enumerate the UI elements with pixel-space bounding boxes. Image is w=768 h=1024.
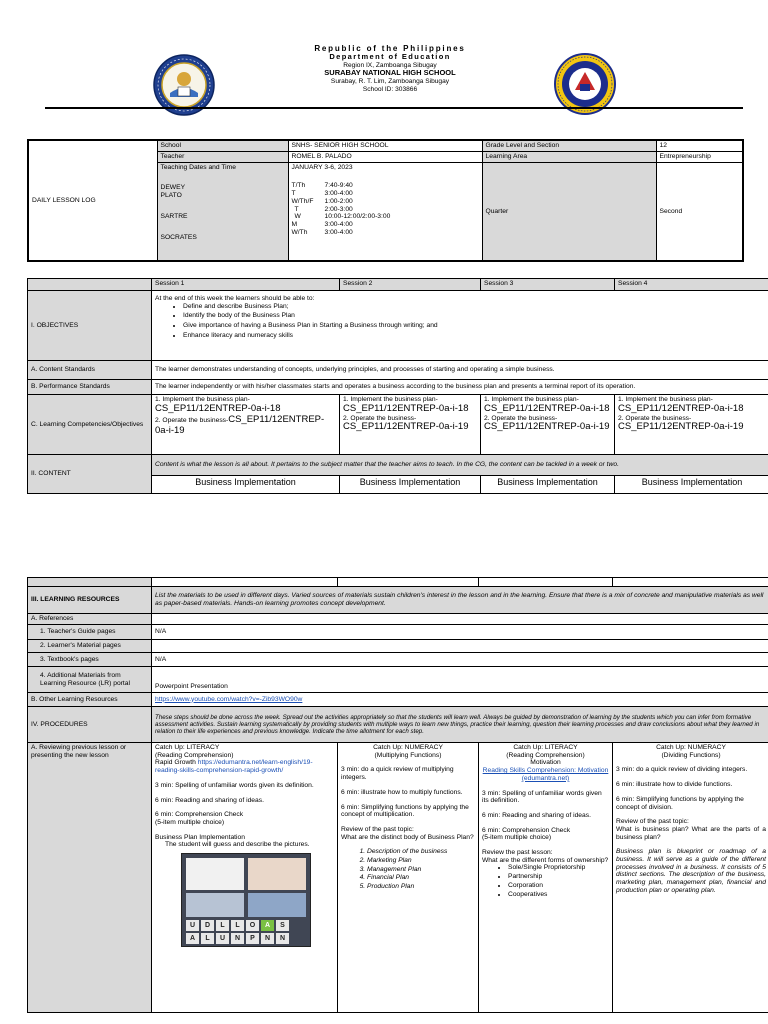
competency-code: CS_EP11/12ENTREP-0a-i-18 — [343, 402, 469, 414]
catchup-title: Catch Up: NUMERACY — [373, 744, 443, 751]
rapid-growth-line — [155, 759, 334, 774]
s4-step: Review of the past topic: — [616, 818, 689, 826]
competency-line: 1. Implement the business plan- — [155, 396, 250, 403]
section-sartre: SARTRE — [160, 212, 188, 220]
school-value: SNHS- SENIOR HIGH SCHOOL — [288, 140, 482, 151]
content-standards-label: A. Content Standards — [28, 361, 152, 380]
s2-step: 6 min: illustrate how to multiply functions. — [341, 788, 463, 796]
motivation-link-wrap — [482, 767, 609, 782]
schedule-day: W/Th — [291, 228, 308, 236]
objectives-cell — [152, 291, 768, 361]
area-value: Entrepreneurship — [656, 151, 743, 162]
tg-value: N/A — [152, 625, 768, 640]
puzzle-letter: L — [216, 920, 229, 931]
puzzle-picture-planning — [248, 893, 306, 917]
additional-materials-label: 4. Additional Materials from Learning Resource (LR) portal — [28, 667, 152, 693]
puzzle-letter: U — [186, 920, 199, 931]
performance-standards-label: B. Performance Standards — [28, 380, 152, 395]
puzzle-letter: P — [246, 933, 259, 944]
s3-step: Review the past lesson: — [482, 849, 553, 857]
ownership-form: • Corporation — [508, 882, 609, 890]
competency-line: 2. Operate the business- — [618, 414, 692, 422]
catchup-sub: (Multiplying Functions) — [374, 751, 442, 759]
procedure-session-2 — [338, 743, 479, 1013]
schedule-row — [292, 213, 479, 221]
s2-step: 6 min: Simplifying functions by applying the concept of multiplication. — [341, 803, 469, 819]
session-3-header: Session 3 — [481, 279, 615, 291]
s4-step: 6 min: illustrate how to divide functions. — [616, 781, 733, 789]
republic-line: Republic of the Philippines — [314, 44, 466, 53]
competency-code: CS_EP11/12ENTREP-0a-i-19 — [484, 421, 610, 433]
dll-title: DAILY LESSON LOG — [28, 140, 157, 261]
catchup-title: Catch Up: LITERACY — [155, 744, 220, 751]
schedule-day: M — [291, 220, 298, 228]
teacher-label: Teacher — [157, 151, 288, 162]
competency-code: CS_EP11/12ENTREP-0a-i-18 — [618, 402, 744, 414]
content-standards-text: The learner demonstrates understanding of concepts, underlying principles, and processes of starting and operating a simple business. — [152, 361, 768, 380]
schedule-row — [292, 182, 479, 190]
lesson-info-table — [27, 139, 744, 262]
objective-item: • Identify the body of the Business Plan — [183, 312, 766, 320]
plan-part: 3. Management Plan — [367, 866, 475, 874]
tb-label: 3. Textbook's pages — [28, 653, 152, 667]
puzzle-letter: L — [201, 933, 214, 944]
schedule-time: 10:00-12:00/2:00-3:00 — [324, 213, 391, 221]
additional-materials-value: Powerpoint Presentation — [152, 667, 768, 693]
objectives-list — [183, 303, 766, 340]
references-label: A. References — [28, 614, 152, 625]
lm-label: 2. Learner's Material pages — [28, 640, 152, 653]
tg-label: 1. Teacher's Guide pages — [28, 625, 152, 640]
puzzle-letter: O — [246, 920, 259, 931]
business-plan-parts-list — [367, 848, 475, 891]
plan-part: 2. Marketing Plan — [367, 857, 475, 865]
area-label: Learning Area — [482, 151, 656, 162]
procedure-session-4 — [613, 743, 768, 1013]
puzzle-letter: A — [186, 933, 199, 944]
s1-step: Business Plan Implementation — [155, 833, 245, 841]
ownership-form: • Cooperatives — [508, 891, 609, 899]
school-name: SURABAY NATIONAL HIGH SCHOOL — [324, 68, 456, 78]
address-line: Surabay, R. T. Lim, Zamboanga Sibugay — [330, 78, 450, 86]
s1-step: 6 min: Comprehension Check — [155, 811, 244, 819]
puzzle-letter: S — [276, 920, 289, 931]
ownership-form: • Partnership — [508, 873, 609, 881]
objective-item: • Give importance of having a Business Plan in Starting a Business through writing; and — [183, 322, 766, 330]
competency-line: 2. Operate the business- — [343, 414, 417, 422]
procedure-session-3 — [479, 743, 613, 1013]
rapid-growth-link[interactable]: https://edumantra.net/learn-english/19-reading-skills-comprehension-rapid-growth/ — [155, 759, 313, 775]
s2-step: What are the distinct body of Business Plan? — [341, 833, 474, 841]
competencies-label: C. Learning Competencies/Objectives — [28, 395, 152, 455]
s1-step: 3 min: Spelling of unfamiliar words given its definition. — [155, 781, 314, 789]
catchup-sub: Motivation — [530, 759, 561, 767]
puzzle-letter: N — [276, 933, 289, 944]
blank-cell — [479, 578, 613, 587]
teacher-value: ROMEL B. PALADO — [288, 151, 482, 162]
blank-cell — [28, 578, 152, 587]
competency-line: 1. Implement the business plan- — [484, 396, 579, 403]
other-resources-cell — [152, 693, 768, 707]
lm-value — [152, 640, 768, 653]
puzzle-letter: U — [216, 933, 229, 944]
schedule-row — [292, 229, 479, 237]
s3-step: 6 min: Comprehension Check — [482, 826, 571, 834]
rapid-growth-label: Rapid Growth — [155, 759, 196, 767]
s2-step: 3 min: do a quick review of multiplying integers. — [341, 766, 454, 782]
resources-note: List the materials to be used in different days. Varied sources of materials sustain children's interest in the lesson and in the learning. Ensure that there is a mix of concrete and manipulative materials as well as paper-based materials. Hands-on learning promotes concept development. — [152, 587, 768, 614]
section-dewey: DEWEY — [160, 184, 186, 192]
competency-code: CS_EP11/12ENTREP-0a-i-18 — [484, 402, 610, 414]
session-1-header: Session 1 — [152, 279, 340, 291]
schedule-day: W — [294, 213, 301, 221]
school-label: School — [157, 140, 288, 151]
blank-cell — [338, 578, 479, 587]
picture-puzzle-image — [181, 853, 311, 947]
competencies-session-1 — [152, 395, 340, 455]
schedule-day: W/Th/F — [291, 197, 314, 205]
references-value — [152, 614, 768, 625]
puzzle-letter: N — [261, 933, 274, 944]
puzzle-picture-writing — [248, 858, 306, 890]
procedures-table — [27, 577, 768, 1013]
dates-label-cell — [157, 162, 288, 261]
s3-step: (5-item multiple choice) — [482, 834, 552, 842]
tb-value: N/A — [152, 653, 768, 667]
procedures-label: IV. PROCEDURES — [28, 707, 152, 743]
catchup-sub: (Reading Comprehension) — [506, 751, 585, 759]
quarter-value: Second — [656, 162, 743, 261]
competency-line — [155, 415, 336, 437]
competency-code: CS_EP11/12ENTREP-0a-i-18 — [155, 402, 281, 414]
other-resources-label: B. Other Learning Resources — [28, 693, 152, 707]
schedule-time: 2:00-3:00 — [324, 205, 353, 213]
grade-value: 12 — [656, 140, 743, 151]
dates-value: JANUARY 3-6, 2023 — [291, 163, 353, 171]
competency-code: CS_EP11/12ENTREP-0a-i-19 — [155, 413, 325, 436]
schedule-day: T — [294, 205, 299, 213]
procedure-session-1 — [152, 743, 338, 1013]
competencies-session-3 — [481, 395, 615, 455]
s1-step: 6 min: Reading and sharing of ideas. — [155, 796, 264, 804]
puzzle-letter: A — [261, 920, 274, 931]
session-4-header: Session 4 — [615, 279, 768, 291]
content-label: II. CONTENT — [28, 455, 152, 494]
s3-step: 6 min: Reading and sharing of ideas. — [482, 811, 591, 819]
blank-cell — [152, 578, 338, 587]
schedule-row — [292, 206, 479, 214]
s4-step: 6 min: Simplifying functions by applying the concept of division. — [616, 795, 744, 811]
competency-code: CS_EP11/12ENTREP-0a-i-19 — [618, 421, 744, 433]
blank-cell — [613, 578, 768, 587]
plan-part: 4. Financial Plan — [367, 874, 475, 882]
schedule-row — [292, 190, 479, 198]
content-topic: Business Implementation — [152, 476, 340, 494]
s1-step: The student will guess and describe the pictures. — [165, 841, 310, 849]
session-header-blank — [28, 279, 152, 291]
section-socrates: SOCRATES — [160, 233, 197, 241]
schedule-time: 3:00-4:00 — [324, 228, 353, 236]
puzzle-picture-meeting — [186, 893, 244, 917]
review-label: A. Reviewing previous lesson or presenting the new lesson — [28, 743, 152, 1013]
schedule-time: 3:00-4:00 — [324, 220, 353, 228]
s3-step: 3 min: Spelling of unfamiliar words given its definition. — [482, 789, 602, 805]
objectives-table — [27, 278, 768, 494]
puzzle-letter: D — [201, 920, 214, 931]
schedule-time: 1:00-2:00 — [324, 197, 353, 205]
plan-part: 5. Production Plan — [367, 883, 475, 891]
puzzle-letter-row — [186, 920, 289, 931]
catchup-title: Catch Up: LITERACY — [513, 744, 578, 751]
competencies-session-2 — [340, 395, 481, 455]
competency-code: CS_EP11/12ENTREP-0a-i-19 — [343, 421, 469, 433]
grade-label: Grade Level and Section — [482, 140, 656, 151]
motivation-link[interactable]: Reading Skills Comprehension: Motivation (edumantra.net) — [482, 767, 609, 782]
schedule-time: 7:40-9:40 — [324, 182, 353, 190]
s1-step: (5-item multiple choice) — [155, 818, 225, 826]
ownership-forms-list — [508, 864, 609, 898]
performance-standards-text: The learner independently or with his/her classmates starts and operates a business according to the business plan and presents a terminal report of its operation. — [152, 380, 768, 395]
objective-item: • Enhance literacy and numeracy skills — [183, 332, 766, 340]
competency-line: 2. Operate the business- — [484, 414, 558, 422]
objectives-label: I. OBJECTIVES — [28, 291, 152, 361]
department-line: Department of Education — [329, 52, 451, 62]
puzzle-letter: N — [231, 933, 244, 944]
header-rule — [45, 107, 743, 109]
region-line: Region IX, Zamboanga Sibugay — [343, 61, 437, 69]
schedule-row — [292, 221, 479, 229]
letterhead — [0, 0, 768, 110]
content-topic: Business Implementation — [340, 476, 481, 494]
competencies-session-4 — [615, 395, 768, 455]
competency-line: 1. Implement the business plan- — [343, 396, 438, 403]
s4-step: What is business plan? What are the parts of a business plan? — [616, 825, 766, 841]
plan-part: 1. Description of the business — [367, 848, 475, 856]
quarter-label: Quarter — [482, 162, 656, 261]
ownership-form: • Sole/Single Proprietorship — [508, 864, 609, 872]
business-plan-definition: Business plan is blueprint or roadmap of a business. It will serve as a guide of the different processes involved in a business. It consists of 5 distinct sections. The description of the business, marketing plan, management plan, financial and production plan or operating plan. — [616, 848, 766, 894]
schedule-day: T/Th — [291, 182, 306, 190]
catchup-title: Catch Up: NUMERACY — [656, 744, 726, 751]
s3-step: What are the different forms of ownership? — [482, 856, 609, 864]
youtube-link[interactable]: https://www.youtube.com/watch?v=-Zib93WO90w — [155, 695, 303, 703]
content-topic: Business Implementation — [615, 476, 768, 494]
content-topic: Business Implementation — [481, 476, 615, 494]
objective-item: • Define and describe Business Plan; — [183, 303, 766, 311]
session-2-header: Session 2 — [340, 279, 481, 291]
s4-step: 3 min: do a quick review of dividing integers. — [616, 766, 748, 774]
resources-label: III. LEARNING RESOURCES — [28, 587, 152, 614]
puzzle-letter-row — [186, 933, 289, 944]
competency-line-text: 2. Operate the business- — [155, 416, 229, 424]
catchup-sub: (Dividing Functions) — [661, 751, 721, 759]
schedule-day: T — [291, 190, 296, 198]
procedures-note: These steps should be done across the week. Spread out the activities appropriately so that the students will learn well. Always be guided by demonstration of learning by the students which you can infer from formative assessment activities. Sustain learning systematically by providing students with multiple ways to learn new things, practice their learning, question their learning processes and draw conclusions about what they learned in relation to their life experiences and previous knowledge. Indicate the time allotment for each step. — [152, 707, 768, 743]
school-id: School ID: 303866 — [362, 85, 418, 93]
letterhead-text — [250, 44, 530, 93]
schedule-cell — [288, 162, 482, 261]
section-plato: PLATO — [160, 192, 182, 200]
catchup-sub: (Reading Comprehension) — [155, 751, 234, 759]
schedule-time: 3:00-4:00 — [324, 190, 353, 198]
dates-label: Teaching Dates and Time — [160, 163, 236, 171]
objectives-intro: At the end of this week the learners should be able to: — [155, 295, 315, 302]
puzzle-letter: L — [231, 920, 244, 931]
puzzle-picture-todo — [186, 858, 244, 890]
competency-line: 1. Implement the business plan- — [618, 396, 713, 403]
schedule-row — [292, 198, 479, 206]
content-note: Content is what the lesson is all about. It pertains to the subject matter that the teacher aims to teach. In the CG, the content can be tackled in a week or two. — [152, 455, 768, 476]
s2-step: Review of the past topic: — [341, 825, 414, 833]
